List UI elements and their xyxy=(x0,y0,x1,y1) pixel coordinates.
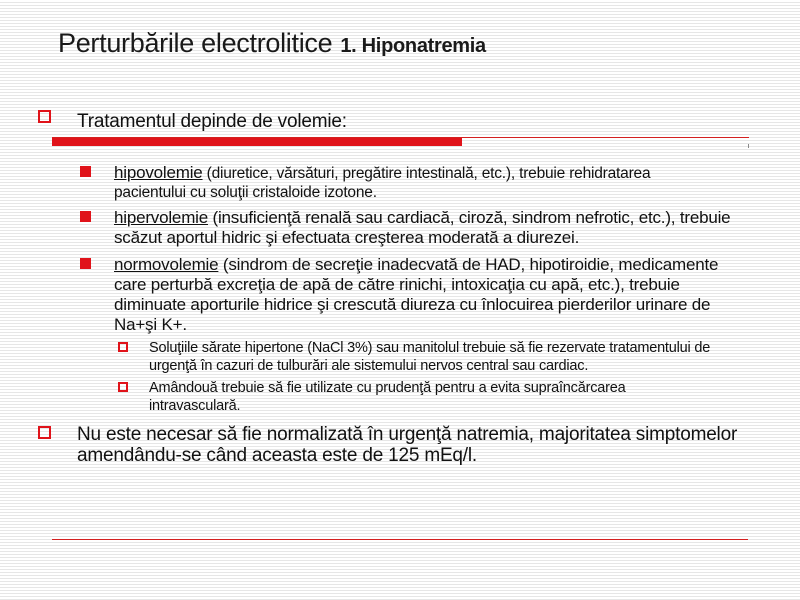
divider-tick xyxy=(748,144,749,148)
solid-square-bullet-icon xyxy=(80,211,91,222)
title-subtitle: 1. Hiponatremia xyxy=(340,35,486,57)
sub-bullet-solutii-line2: urgenţă în cazuri de tulburări ale sistemului nervos central sau cardiac. xyxy=(149,358,589,374)
bullet-hipervolemie xyxy=(114,208,730,227)
hipovolemie-line2: pacientului cu soluţii cristaloide izotone. xyxy=(114,184,377,201)
solid-square-bullet-icon xyxy=(80,166,91,177)
hipovolemie-rest: (diuretice, vărsături, pregătire intestinală, etc.), trebuie rehidratarea xyxy=(202,165,651,182)
normovolemie-rest: (sindrom de secreţie inadecvată de HAD, hipotiroidie, medicamente xyxy=(218,255,719,274)
small-hollow-square-bullet-icon xyxy=(118,342,128,352)
sub-bullet-amandoua-line1: Amândouă trebuie să fie utilizate cu prudenţă pentru a evita supraîncărcarea xyxy=(149,380,626,396)
hipervolemie-rest: (insuficienţă renală sau cardiacă, ciroză, sindrom nefrotic, etc.), trebuie xyxy=(207,208,731,227)
keyword-hipervolemie: hipervolemie xyxy=(114,208,208,227)
normovolemie-line4: Na+şi K+. xyxy=(114,315,187,334)
accent-line-top xyxy=(52,137,749,138)
bullet-normovolemie xyxy=(114,255,718,274)
hipervolemie-line2: scăzut aportul hidric şi efectuata creşterea moderată a diurezei. xyxy=(114,228,580,247)
bullet-normalizare-line1: Nu este necesar să fie normalizată în urgenţă natremia, majoritatea simptomelor xyxy=(77,424,738,445)
solid-square-bullet-icon xyxy=(80,258,91,269)
hollow-square-bullet-icon xyxy=(38,426,51,439)
hollow-square-bullet-icon xyxy=(38,110,51,123)
slide-title xyxy=(58,28,486,59)
sub-bullet-amandoua-line2: intravasculară. xyxy=(149,398,241,414)
accent-bar xyxy=(52,137,462,146)
small-hollow-square-bullet-icon xyxy=(118,382,128,392)
keyword-hipovolemie: hipovolemie xyxy=(114,163,203,182)
bullet-tratament: Tratamentul depinde de volemie: xyxy=(77,111,347,132)
normovolemie-line2: care perturbă excreţia de apă de către rinichi, intoxicaţia cu apă, etc.), trebuie xyxy=(114,275,680,294)
title-main: Perturbările electrolitice xyxy=(58,28,333,58)
bullet-hipovolemie xyxy=(114,163,650,183)
sub-bullet-solutii-line1: Soluţiile sărate hipertone (NaCl 3%) sau manitolul trebuie să fie rezervate tratamentului de xyxy=(149,340,711,356)
accent-line-bottom xyxy=(52,539,748,540)
normovolemie-line3: diminuate aporturile hidrice şi crescută diureza cu înlocuirea pierderilor urinare de xyxy=(114,295,711,314)
bullet-normalizare-line2: amendându-se când aceasta este de 125 mEq/l. xyxy=(77,445,477,466)
keyword-normovolemie: normovolemie xyxy=(114,255,219,274)
